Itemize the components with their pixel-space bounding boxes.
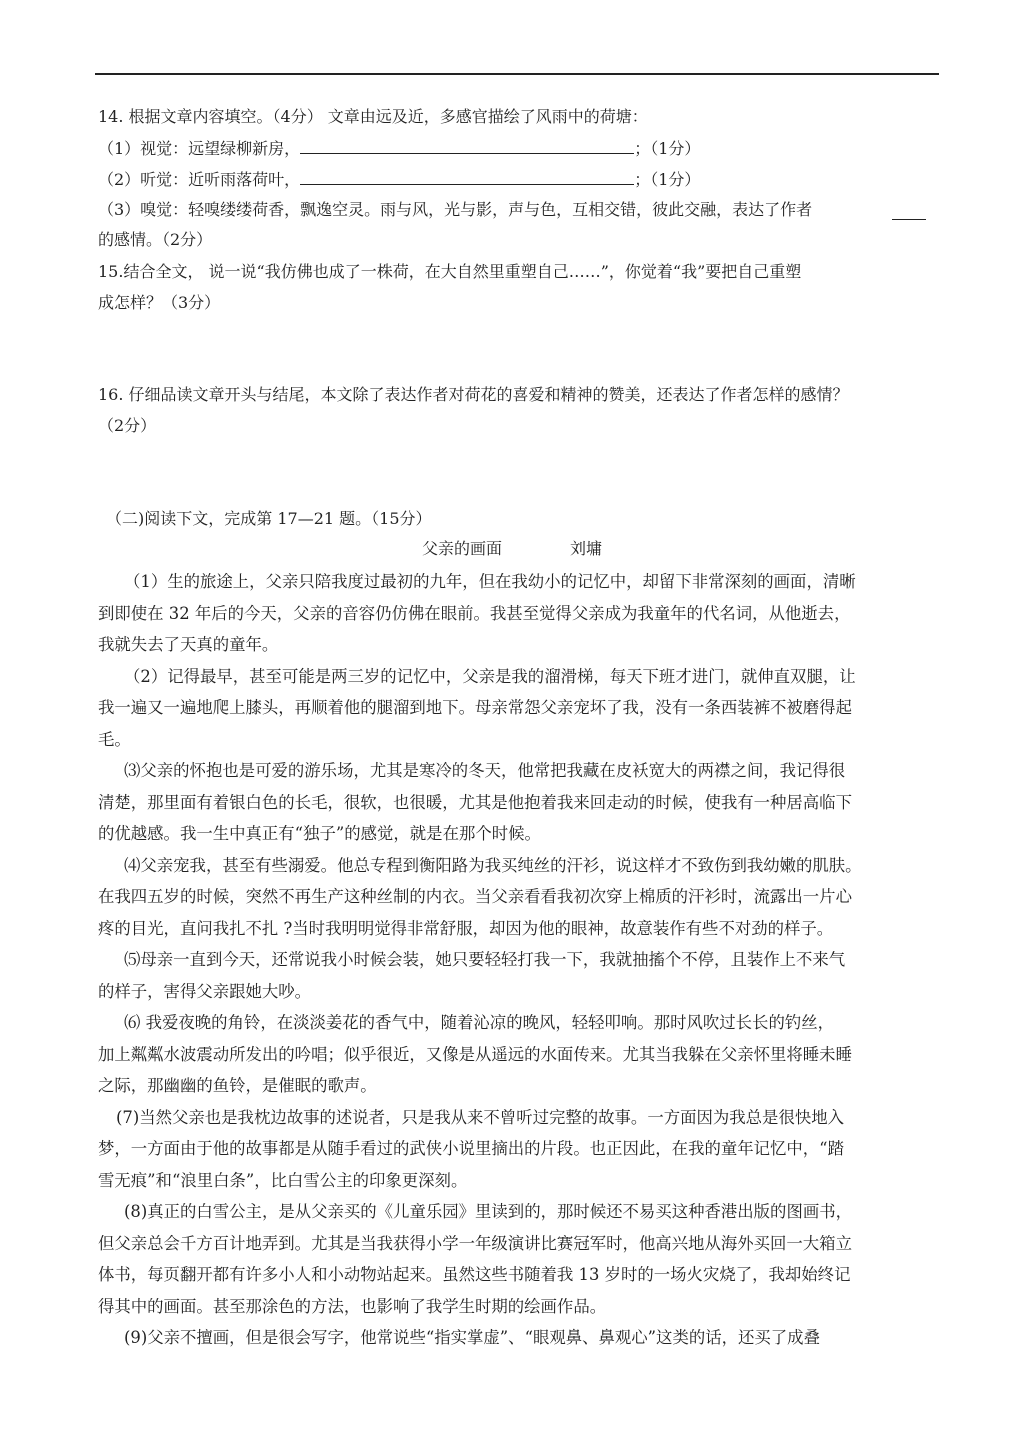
paragraph-2: （2）记得最早，甚至可能是两三岁的记忆中，父亲是我的溜滑梯，每天下班才进门，就伸直双腿，让 我一遍又一遍地爬上膝头，再顺着他的腿溜到地下。母亲常怨父亲宠坏了我，没有一条西装裤不被磨得起 毛。 [98,666,856,749]
article-title-line [0,538,1024,560]
paragraph-7: (7)当然父亲也是我枕边故事的述说者，只是我从来不曾听过完整的故事。一方面因为我总是很快地入 梦，一方面由于他的故事都是从随手看过的武侠小说里摘出的片段。也正因此，在我的童年记忆中，“踏 雪无痕”和“浪里白条”，比白雪公主的印象更深刻。 [98,1107,845,1190]
q14-3-answer-blank[interactable] [892,203,926,220]
paragraph-3: ⑶父亲的怀抱也是可爱的游乐场，尤其是寒冷的冬天，他常把我藏在皮袄宽大的两襟之间，我记得很 清楚，那里面有着银白色的长毛，很软，也很暖，尤其是他抱着我来回走动的时候，使我有一种居高临下 的优越感。我一生中真正有“独子”的感觉，就是在那个时候。 [98,761,852,843]
q14-2-points: ；（1分） [634,170,701,189]
q14-3-prompt: （3）嗅觉：轻嗅缕缕荷香，飘逸空灵。雨与风，光与影，声与色，互相交错，彼此交融，表达了作者 [98,200,813,219]
q14-2-answer-blank[interactable] [300,168,634,185]
q14-1-points: ；（1分） [634,139,701,158]
article-author: 刘墉 [570,539,603,558]
q14-2-prompt: （2）听觉：近听雨落荷叶， [98,170,301,189]
question-14-2 [98,168,928,191]
question-16: 16. 仔细品读文章开头与结尾，本文除了表达作者对荷花的喜爱和精神的赞美，还表达了作者怎样的感情？ [98,385,849,404]
question-15: 15.结合全文， 说一说“我仿佛也成了一株荷，在大自然里重塑自己……”，你觉着“我”要把自己重塑 [98,262,802,281]
question-14-heading: 14. 根据文章内容填空。（4分） 文章由远及近，多感官描绘了风雨中的荷塘： [98,107,648,126]
paragraph-8: (8)真正的白雪公主，是从父亲买的《儿童乐园》里读到的，那时候还不易买这种香港出版的图画书， 但父亲总会千方百计地弄到。尤其是当我获得小学一年级演讲比赛冠军时，他高兴地从海外买回一大箱立 体书，每页翻开都有许多小人和小动物站起来。虽然这些书随着我 13 岁时的一场火灾烧了，我却始终记 得其中的画面。甚至那涂色的方法，也影响了我学生时期的绘画作品。 [98,1202,853,1316]
question-14-3-cont: 的感情。（2分） [98,230,213,249]
question-16-cont: （2分） [98,416,157,435]
question-15-cont: 成怎样？（3分） [98,293,221,312]
header-rule [95,73,939,75]
q14-1-answer-blank[interactable] [300,137,634,154]
section-2-heading: （二)阅读下文，完成第 17—21 题。（15分） [106,509,432,528]
article-body [98,566,926,1354]
paragraph-5: ⑸母亲一直到今天，还常说我小时候会装，她只要轻轻打我一下，我就抽搐个不停，且装作上不来气 的样子，害得父亲跟她大吵。 [98,950,846,1001]
q14-1-prompt: （1）视觉：远望绿柳新房， [98,139,301,158]
paragraph-9: (9)父亲不擅画，但是很会写字，他常说些“指实掌虚”、“眼观鼻、鼻观心”这类的话，还买了成叠 [124,1328,820,1347]
paragraph-6: ⑹ 我爱夜晚的角铃，在淡淡姜花的香气中，随着沁凉的晚风，轻轻叩响。那时风吹过长长的钓丝， 加上粼粼水波震动所发出的吟唱；似乎很近，又像是从遥远的水面传来。尤其当我躲在父亲怀里将睡未睡 之际，那幽幽的鱼铃，是催眠的歌声。 [98,1013,852,1095]
question-14-1 [98,137,928,160]
paragraph-4: ⑷父亲宠我，甚至有些溺爱。他总专程到衡阳路为我买纯丝的汗衫，说这样才不致伤到我幼嫩的肌肤。 在我四五岁的时候，突然不再生产这种丝制的内衣。当父亲看看我初次穿上棉质的汗衫时，流露出一片心 疼的目光，直问我扎不扎 ?当时我明明觉得非常舒服，却因为他的眼神，故意装作有些不对劲的样子。 [98,855,862,938]
question-14-3 [98,199,928,221]
article-title: 父亲的画面 [421,539,502,558]
paragraph-1: （1）生的旅途上，父亲只陪我度过最初的九年，但在我幼小的记忆中，却留下非常深刻的画面，清晰 到即使在 32 年后的今天，父亲的音容仍仿佛在眼前。我甚至觉得父亲成为我童年的代名词，从他逝去， 我就失去了天真的童年。 [98,572,856,654]
